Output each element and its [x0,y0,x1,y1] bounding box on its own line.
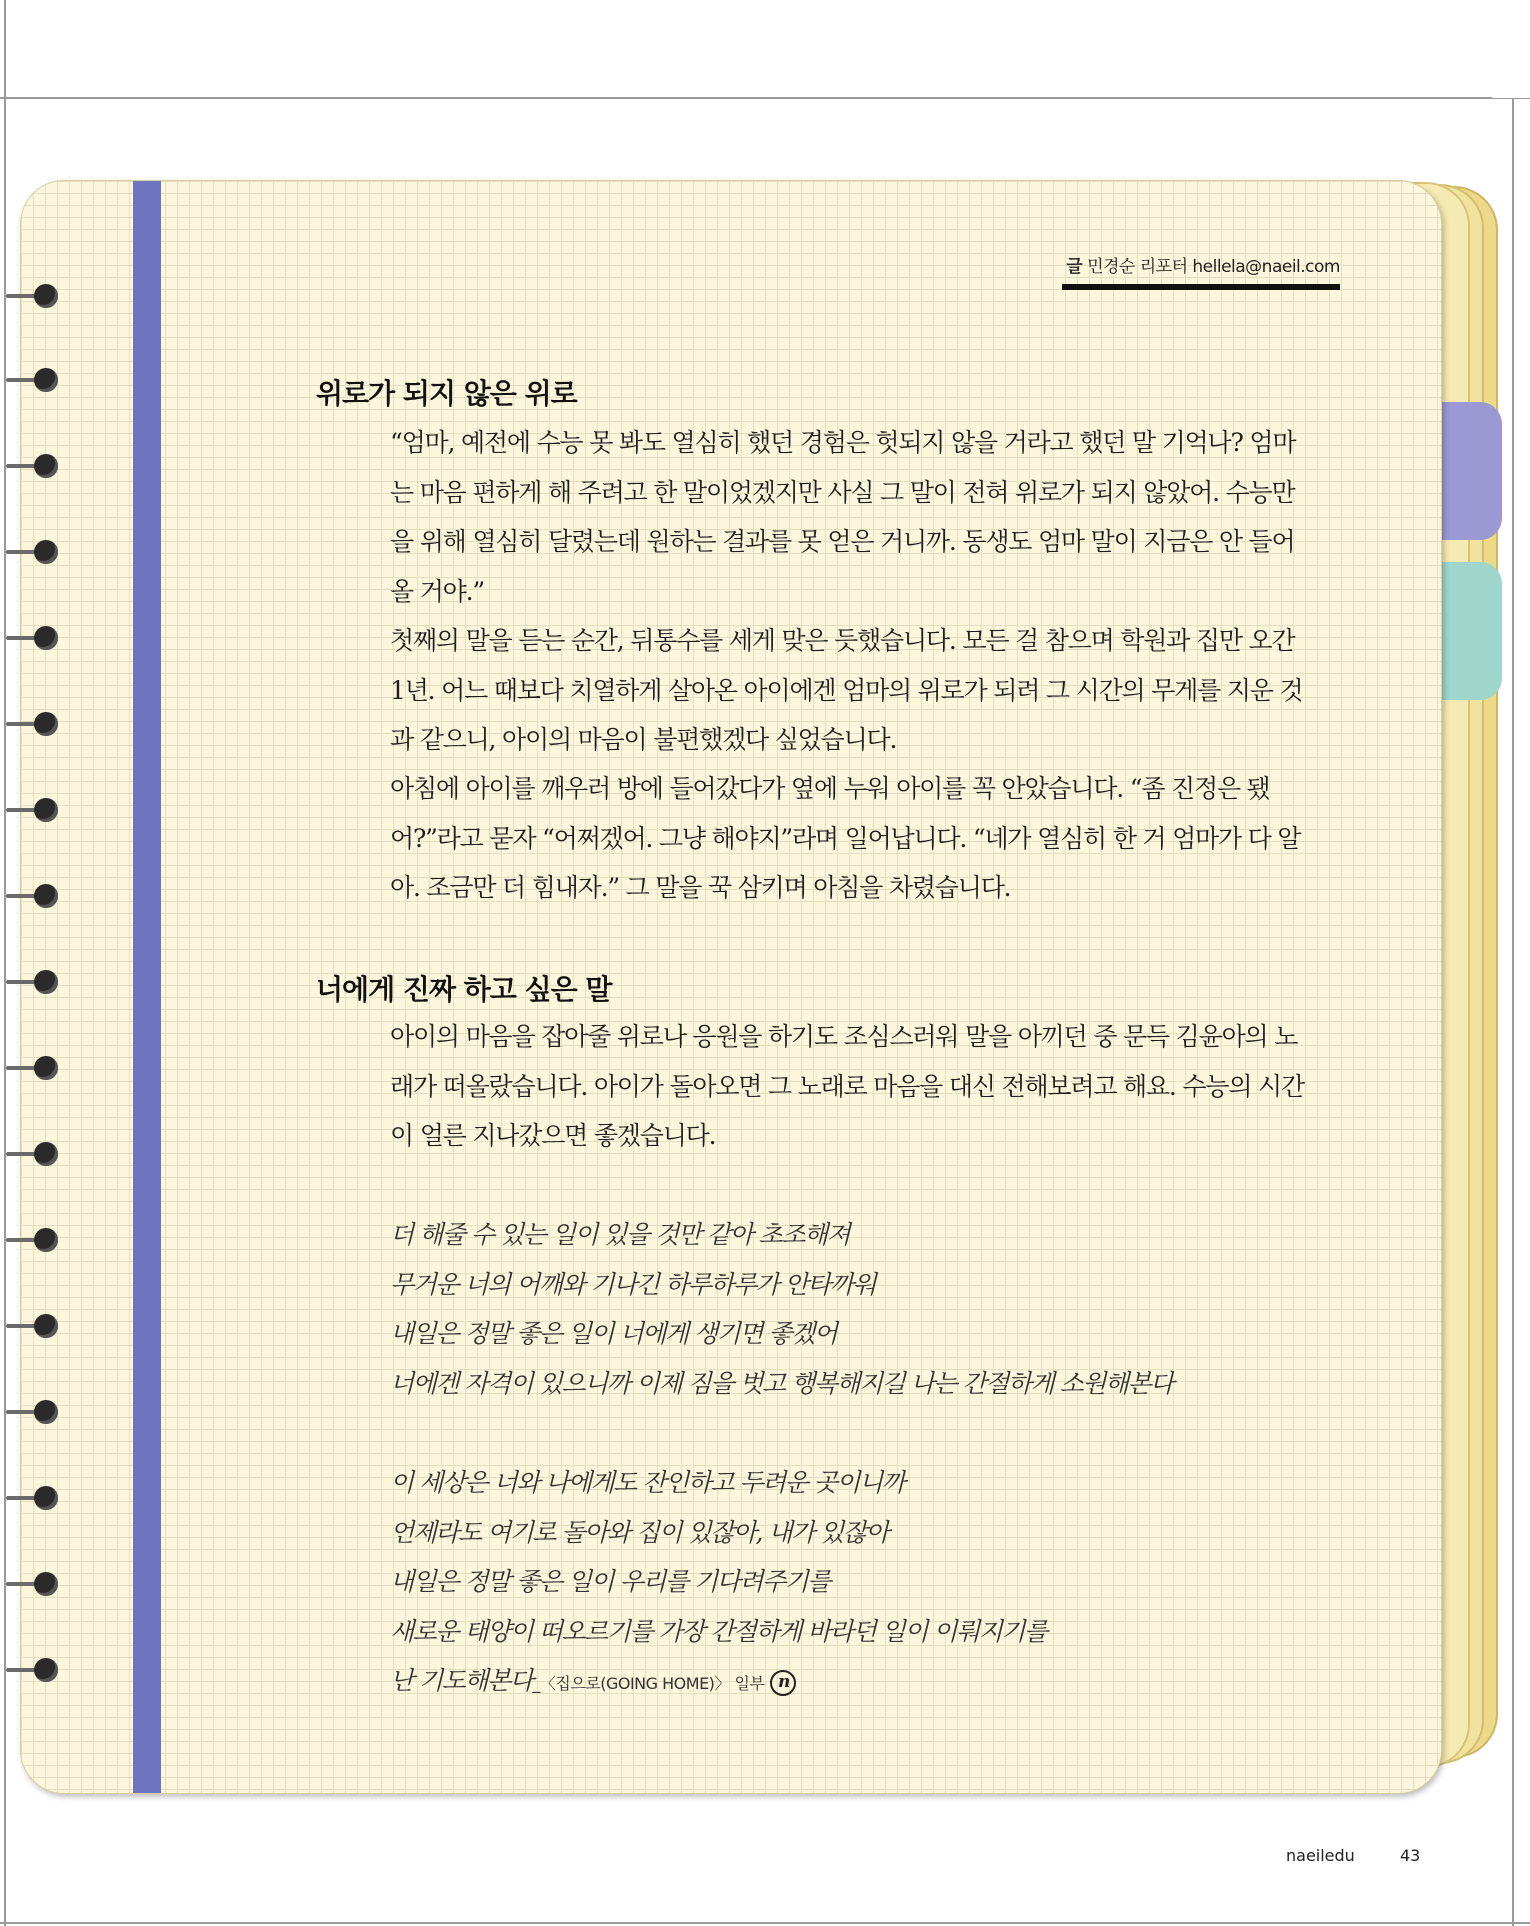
frame-gap [1492,0,1530,98]
binder-ring-icon [6,884,58,908]
binder-ring-icon [6,1486,58,1510]
byline [1064,252,1340,277]
poem-line: 이 세상은 너와 나에게도 잔인하고 두려운 곳이니까 [390,1468,905,1497]
binder-ring-icon [6,626,58,650]
binder-ring-icon [6,1400,58,1424]
poem-line: 내일은 정말 좋은 일이 너에게 생기면 좋겠어 [390,1319,837,1348]
paragraph: 아이의 마음을 잡아줄 위로나 응원을 하기도 조심스러워 말을 아끼던 중 문득 김윤아의 노래가 떠올랐습니다. 아이가 돌아오면 그 노래로 마음을 대신 전해보려고 해요. 수능의 시간이 얼른 지나갔으면 좋겠습니다. [390,1022,1304,1150]
footer-publication: naeiledu [1286,1846,1355,1865]
byline-email[interactable]: hellela@naeil.com [1192,257,1340,277]
frame-right-line [1512,0,1514,1926]
byline-rule [1062,284,1340,290]
binder-ring-icon [6,1228,58,1252]
binder-ring-icon [6,1658,58,1682]
binder-ring-icon [6,712,58,736]
footer-page-number: 43 [1400,1846,1421,1865]
poem-line: 무거운 너의 어깨와 기나긴 하루하루가 안타까워 [390,1269,876,1299]
poem-line: 너에겐 자격이 있으니까 이제 짐을 벗고 행복해지길 나는 간절하게 소원해본다 [390,1368,1173,1398]
poem-last-line [390,1656,1310,1709]
poem-line: 더 해줄 수 있는 일이 있을 것만 같아 초조해져 [390,1220,850,1249]
binder-ring-icon [6,1142,58,1166]
binder-ring-icon [6,284,58,308]
byline-lead: 글 [1066,257,1083,277]
poem-line: 언제라도 여기로 돌아와 집이 있잖아, 내가 있잖아 [390,1517,889,1547]
song-credit: _〈집으로(GOING HOME)〉 일부 [532,1674,765,1693]
poem-stanza [390,1210,1310,1408]
byline-author: 민경순 리포터 [1087,257,1188,277]
binder-ring-icon [6,540,58,564]
frame-bottom-line [0,1922,1530,1924]
binder-ring-icon [6,454,58,478]
poem-line: 내일은 정말 좋은 일이 우리를 기다려주기를 [390,1567,830,1596]
paragraph: 첫째의 말을 듣는 순간, 뒤통수를 세게 맞은 듯했습니다. 모든 걸 참으며 학원과 집만 오간 1년. 어느 때보다 치열하게 살아온 아이에겐 엄마의 위로가 되려 그 시간의 무게를 지운 것과 같으니, 아이의 마음이 불편했겠다 싶었습니다. [390,626,1303,754]
binder-ring-icon [6,1056,58,1080]
index-tab-teal [1440,562,1502,700]
binder-ring-icon [6,368,58,392]
index-tab-purple [1440,402,1502,540]
end-mark-icon: n [770,1670,796,1696]
margin-bar [133,181,161,1793]
binder-ring-icon [6,1572,58,1596]
poem-line: 새로운 태양이 떠오르기를 가장 간절하게 바라던 일이 이뤄지기를 [390,1616,1047,1646]
frame-top-line [0,97,1530,99]
paragraph: “엄마, 예전에 수능 못 봐도 열심히 했던 경험은 헛되지 않을 거라고 했던 말 기억나? 엄마는 마음 편하게 해 주려고 한 말이었겠지만 사실 그 말이 전혀 위로가 되지 않았어. 수능만을 위해 열심히 달렸는데 원하는 결과를 못 얻은 거니까. 동생도 엄마 말이 지금은 안 들어올 거야.” [390,428,1296,606]
binder-ring-icon [6,798,58,822]
section-heading: 너에게 진짜 하고 싶은 말 [316,973,612,1006]
paragraph: 아침에 아이를 깨우러 방에 들어갔다가 옆에 누워 아이를 꼭 안았습니다. “좀 진정은 됐어?”라고 묻자 “어쩌겠어. 그냥 해야지”라며 일어납니다. “네가 열심히 한 거 엄마가 다 알아. 조금만 더 힘내자.” 그 말을 꾹 삼키며 아침을 차렸습니다. [390,774,1301,902]
poem-line: 난 기도해본다 [390,1666,533,1695]
section-heading: 위로가 되지 않은 위로 [316,377,577,410]
binder-ring-icon [6,1314,58,1338]
poem-stanza [390,1458,1310,1709]
binder-ring-icon [6,970,58,994]
